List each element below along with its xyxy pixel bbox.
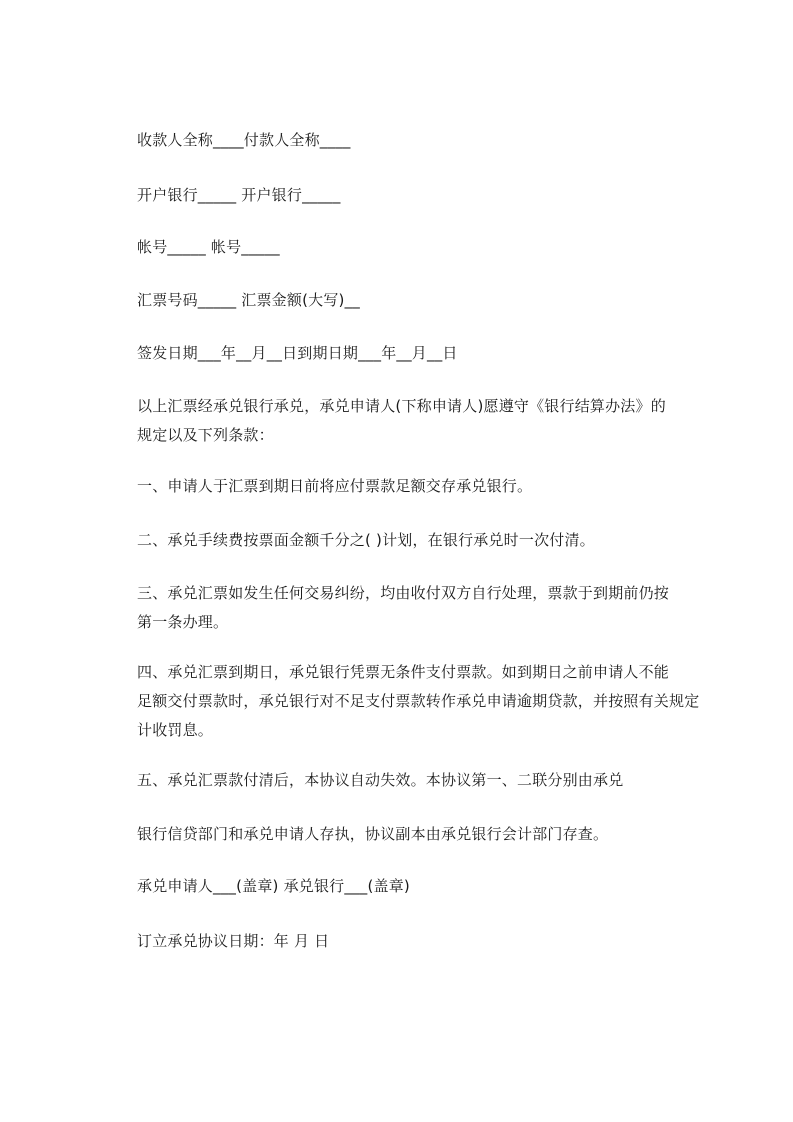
clause-3-paragraph [137,579,709,637]
clause-2: 二、承兑手续费按票面金额千分之( )计划，在银行承兑时一次付清。 [137,531,595,549]
clause-5: 五、承兑汇票款付清后，本协议自动失效。本协议第一、二联分别由承兑 [137,771,624,789]
clause-4-line: 计收罚息。 [137,721,214,739]
clause-4-paragraph [137,658,709,745]
account-line: 帐号_____ 帐号_____ [137,238,280,256]
clause-1: 一、申请人于汇票到期日前将应付票款足额交存承兑银行。 [137,477,533,495]
preamble-line: 规定以及下列条款： [137,426,274,444]
preamble-paragraph [137,392,709,450]
preamble-line: 以上汇票经承兑银行承兑，承兑申请人(下称申请人)愿遵守《银行结算办法》的 [137,397,666,415]
clause-4-line: 四、承兑汇票到期日，承兑银行凭票无条件支付票款。如到期日之前申请人不能 [137,663,670,681]
agreement-date-line: 订立承兑协议日期：年 月 日 [137,932,330,950]
payee-payer-name-line: 收款人全称____付款人全称____ [137,131,351,149]
clause-3-line: 三、承兑汇票如发生任何交易纠纷，均由收付双方自行处理，票款于到期前仍按 [137,584,670,602]
clause-4-line: 足额交付票款时，承兑银行对不足支付票款转作承兑申请逾期贷款，并按照有关规定 [137,692,700,710]
issue-due-date-line: 签发日期___年__月__日到期日期___年__月__日 [137,344,458,362]
clause-5-continuation: 银行信贷部门和承兑申请人存执，协议副本由承兑银行会计部门存查。 [137,825,609,843]
draft-number-amount-line: 汇票号码_____ 汇票金额(大写)__ [137,291,360,309]
signature-line: 承兑申请人___(盖章) 承兑银行___(盖章) [137,877,410,895]
clause-3-line: 第一条办理。 [137,613,229,631]
bank-line: 开户银行_____ 开户银行_____ [137,186,341,204]
